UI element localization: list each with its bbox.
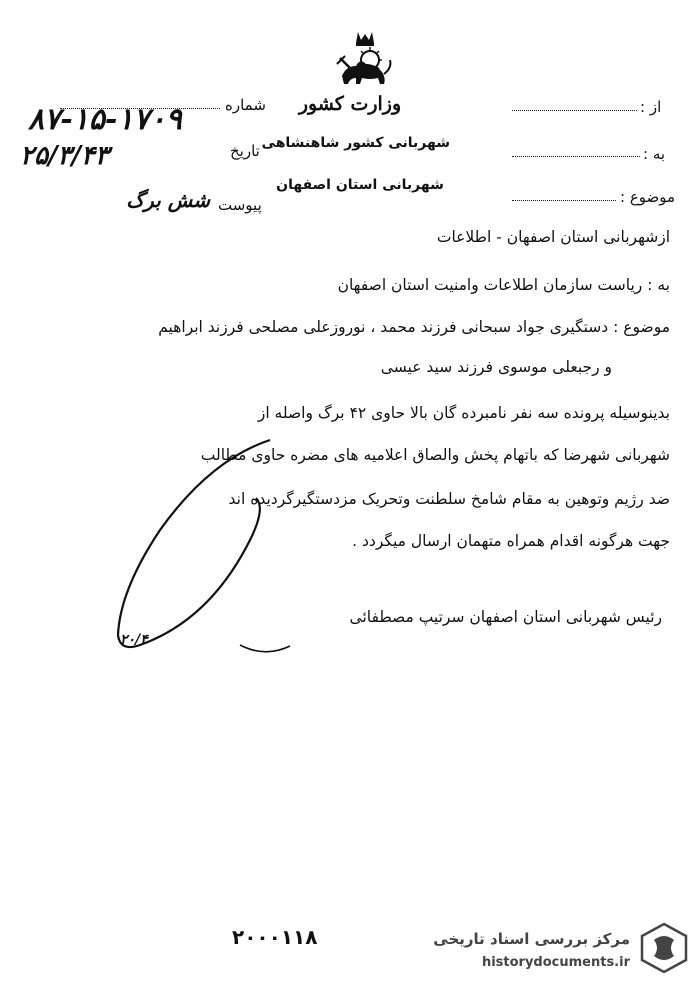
ministry-title: وزارت کشور [298, 93, 402, 115]
handwritten-margin-mark [90, 420, 320, 664]
from-label: از : [640, 98, 662, 116]
body-line-5: بدینوسیله پرونده سه نفر نامبرده گان بالا حاوی ۴۲ برگ واصله از [257, 404, 670, 422]
number-handwritten: ۸۷-۱۵-۱۷۰۹ [28, 102, 182, 137]
signature-line: رئیس شهربانی استان اصفهان سرتیپ مصطفائی [349, 608, 662, 626]
attachment-label: پیوست [218, 196, 262, 214]
number-label: شماره [225, 96, 266, 114]
archive-stamp: ۲۰۰۰۱۱۸ [232, 925, 318, 949]
to-dotted-line [512, 156, 640, 157]
department-title: شهربانی کشور شاهنشاهی [261, 135, 450, 151]
body-line-2: به : ریاست سازمان اطلاعات وامنیت استان اصفهان [337, 276, 670, 294]
to-label: به : [643, 145, 666, 163]
body-line-3: موضوع : دستگیری جواد سبحانی فرزند محمد ، نوروزعلی مصلحی فرزند ابراهیم [158, 318, 670, 336]
subject-label: موضوع : [620, 188, 676, 206]
from-dotted-line [512, 110, 637, 111]
body-line-6: شهربانی شهرضا که باتهام پخش والصاق اعلامیه های مضره حاوی مطالب [200, 446, 670, 464]
body-line-1: ازشهربانی استان اصفهان - اطلاعات [436, 228, 670, 246]
body-line-4: و رجبعلی موسوی فرزند سید عیسی [380, 358, 612, 376]
date-label: تاریخ [230, 142, 260, 160]
body-line-8: جهت هرگونه اقدام همراه متهمان ارسال میگردد . [352, 532, 670, 550]
history-documents-logo-icon [640, 922, 688, 978]
margin-note: ۲۰/۴ [120, 632, 148, 648]
office-title: شهربانی استان اصفهان [276, 177, 444, 193]
lion-sun-emblem-icon [330, 28, 400, 94]
watermark-url: historydocuments.ir [481, 955, 630, 970]
body-line-7: ضد رژیم وتوهین به مقام شامخ سلطنت وتحریک مزدستگیرگردیده اند [228, 490, 670, 508]
subject-dotted-line [512, 200, 616, 201]
watermark-title: مرکز بررسی اسناد تاریخی [433, 930, 630, 948]
attachment-handwritten: شش برگ [126, 188, 210, 212]
date-handwritten: ۲۵/۳/۴۳ [20, 141, 109, 171]
